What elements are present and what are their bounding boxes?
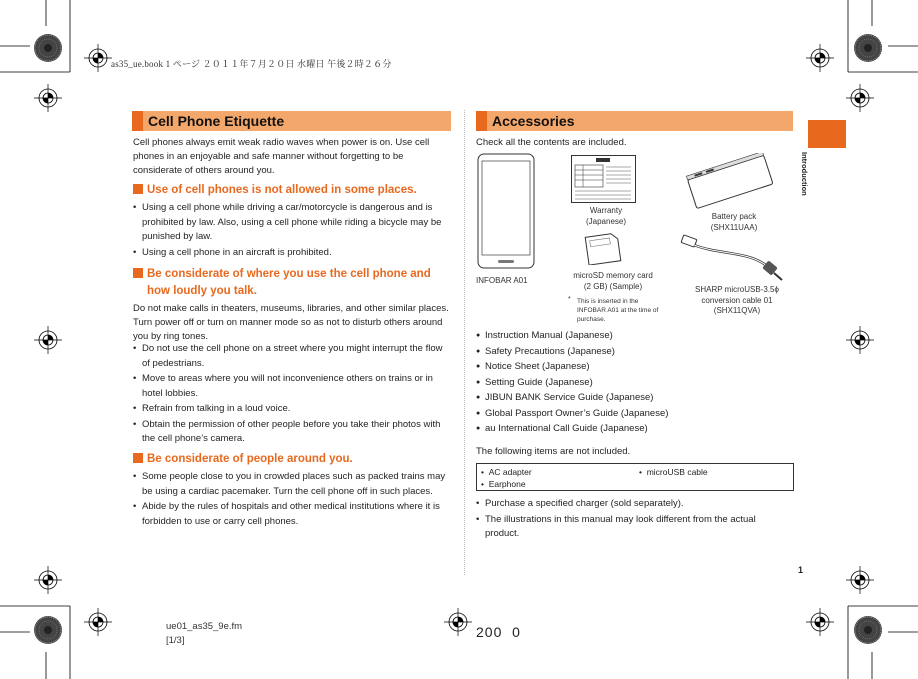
list-item: ● au International Call Guide (Japanese): [476, 422, 796, 437]
not-included-item: • Earphone: [481, 479, 526, 489]
etiquette-intro: Cell phones always emit weak radio waves when power is on. Use cell phones in an enjoyable and safe manner without forgetting to be considerate of others around you.: [133, 137, 430, 177]
accessories-intro: Check all the contents are included.: [476, 137, 627, 148]
list-item: • Some people close to you in crowded places such as packed trains may be using a cardiac pacemaker. Turn the cell phone off in such places.: [133, 470, 453, 499]
list-item: • Abide by the rules of hospitals and other medical institutions where it is forbidden to use or carry cell phones.: [133, 500, 453, 529]
not-included-item: • AC adapter: [481, 467, 532, 477]
section-title-etiquette: Cell Phone Etiquette: [132, 111, 451, 131]
sdcard-caption: microSD memory card (2 GB) (Sample): [573, 271, 653, 291]
warranty-illustration: [571, 155, 636, 203]
sd-note: This is inserted in the INFOBAR A01 at the time of purchase.: [577, 298, 659, 323]
not-included-label: The following items are not included.: [476, 446, 631, 457]
section-tab: [808, 120, 846, 148]
list-where-loud: [133, 342, 453, 448]
list-item: • Using a cell phone while driving a car/motorcycle is dangerous and is prohibited by law. Also, using a cell phone while riding a bicycle may be punished by law.: [133, 201, 453, 245]
battery-caption: Battery pack (SHX11UAA): [710, 212, 758, 232]
list-item: ● Global Passport Owner’s Guide (Japanese): [476, 407, 796, 422]
list-item: ● Setting Guide (Japanese): [476, 376, 796, 391]
page-number: 1: [798, 565, 804, 575]
heading-square-icon: [133, 453, 143, 463]
list-item: • Refrain from talking in a loud voice.: [133, 402, 453, 417]
column-divider: [464, 110, 465, 575]
list-item: • Do not use the cell phone on a street where you might interrupt the flow of pedestrians.: [133, 342, 453, 371]
warranty-caption: Warranty (Japanese): [585, 206, 627, 226]
not-included-box: [476, 463, 794, 491]
footer-code: 200 0: [476, 624, 521, 640]
heading-square-icon: [133, 268, 143, 278]
list-item: • Move to areas where you will not inconvenience others on trains or in hotel lobbies.: [133, 372, 453, 401]
not-included-item: • microUSB cable: [639, 467, 708, 477]
phone-caption: INFOBAR A01: [476, 276, 528, 285]
cable-caption: SHARP microUSB-3.5ϕ conversion cable 01 (SHX11QVA): [695, 285, 779, 315]
list-item: • The illustrations in this manual may look different from the actual product.: [476, 513, 786, 542]
list-item: • Purchase a specified charger (sold separately).: [476, 497, 786, 512]
phone-illustration: [476, 153, 536, 269]
subheading-people-around: Be considerate of people around you.: [133, 451, 453, 468]
sdcard-illustration: [583, 233, 623, 265]
list-people-around: [133, 470, 453, 530]
list-item: • Obtain the permission of other people before you take their photos with the cell phone’s camera.: [133, 418, 453, 447]
battery-illustration: [684, 153, 776, 209]
list-not-allowed: [133, 201, 453, 261]
footer-file-info: ue01_as35_9e.fm [1/3]: [166, 621, 243, 646]
heading-square-icon: [133, 184, 143, 194]
list-item: ● Instruction Manual (Japanese): [476, 329, 796, 344]
subheading-where-loud: Be considerate of where you use the cell phone and how loudly you talk.: [133, 266, 453, 300]
section-tab-label: Introduction: [800, 152, 809, 196]
where-loud-paragraph: Do not make calls in theaters, museums, libraries, and other similar places. Turn power off or turn on manner mode so as not to disturb others around you by ring tones.: [133, 303, 449, 343]
subheading-not-allowed: Use of cell phones is not allowed in some places.: [133, 182, 453, 199]
list-item: • Using a cell phone in an aircraft is prohibited.: [133, 246, 453, 261]
included-documents-list: [476, 329, 796, 438]
list-item: ● Safety Precautions (Japanese): [476, 345, 796, 360]
sd-note-mark: *: [568, 296, 571, 303]
list-item: ● Notice Sheet (Japanese): [476, 360, 796, 375]
section-title-accessories: Accessories: [476, 111, 793, 131]
list-item: ● JIBUN BANK Service Guide (Japanese): [476, 391, 796, 406]
notes-list: [476, 497, 786, 543]
cable-illustration: [680, 233, 786, 283]
print-header: as35_ue.book 1 ページ ２０１１年７月２０日 水曜日 午後２時２６分: [111, 59, 392, 69]
